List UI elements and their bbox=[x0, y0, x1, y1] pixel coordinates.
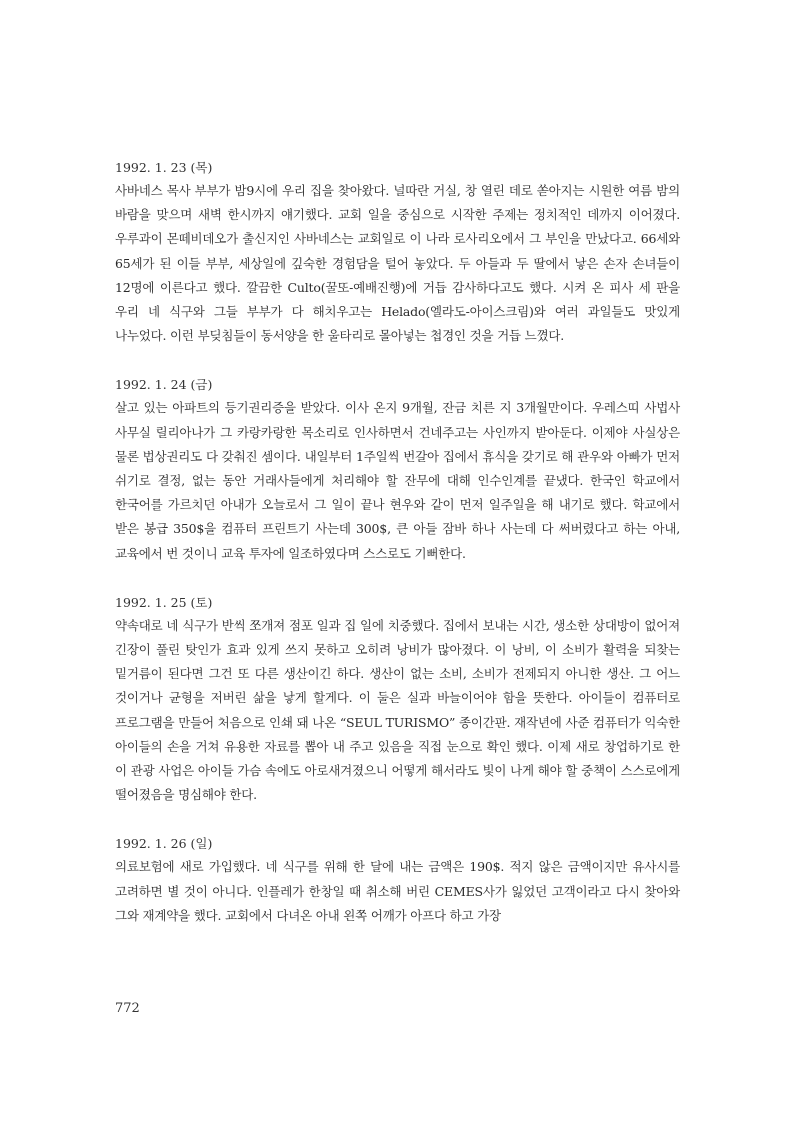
entry-body: 약속대로 네 식구가 반씩 쪼개져 점포 일과 집 일에 치중했다. 집에서 보내는 시간, 생소한 상대방이 없어져 긴장이 풀린 탓인가 효과 있게 쓰지 못하고 오히려 낭비가 많아졌다. 이 낭비, 이 소비가 활력을 되찾는 밑거름이 된다면 그건 또 다른 생산이긴 하다. 생산이 없는 소비, 소비가 전제되지 아니한 생산. 그 어느 것이거나 균형을 저버린 삶을 낳게 할게다. 이 둘은 실과 바늘이어야 함을 뜻한다. 아이들이 컴퓨터로 프로그램을 만들어 처음으로 인쇄 돼 나온 “SEUL TURISMO” 종이간판. 재작년에 사준 컴퓨터가 익숙한 아이들의 손을 거쳐 유용한 자료를 뽑아 내 주고 있음을 직접 눈으로 확인 했다. 이제 새로 창업하기로 한 이 관광 사업은 아이들 가슴 속에도 아로새겨졌으니 어떻게 해서라도 빛이 나게 해야 할 중책이 스스로에게 떨어졌음을 명심해야 한다. bbox=[115, 617, 680, 803]
entry-date: 1992. 1. 24 (금) bbox=[115, 377, 213, 393]
entry-date: 1992. 1. 25 (토) bbox=[115, 594, 213, 610]
diary-entry bbox=[115, 592, 680, 808]
entry-body: 의료보험에 새로 가입했다. 네 식구를 위해 한 달에 내는 금액은 190$. 적지 않은 금액이지만 유사시를 고려하면 별 것이 아니다. 인플레가 한창일 때 취소해 버린 CEMES사가 잃었던 고객이라고 다시 찾아와 그와 재계약을 했다. 교회에서 다녀온 아내 왼쪽 어깨가 아프다 하고 가장 bbox=[115, 859, 680, 923]
page-number: 772 bbox=[115, 1001, 140, 1016]
diary-entry bbox=[115, 157, 680, 348]
diary-entry bbox=[115, 374, 680, 565]
entry-body: 사바네스 목사 부부가 밤9시에 우리 집을 찾아왔다. 널따란 거실, 창 열린 데로 쏟아지는 시원한 여름 밤의 바람을 맞으며 새벽 한시까지 얘기했다. 교회 일을 중심으로 시작한 주제는 정치적인 데까지 이어졌다. 우루과이 몬떼비데오가 출신지인 사바네스는 교회일로 이 나라 로사리오에서 그 부인을 만났다고. 66세와 65세가 된 이들 부부, 세상일에 깊숙한 경험담을 털어 놓았다. 두 아들과 두 딸에서 낳은 손자 손녀들이 12명에 이른다고 했다. 깔끔한 Culto(꿀또-예배진행)에 거듭 감사하다고도 했다. 시켜 온 피사 세 판을 우리 네 식구와 그들 부부가 다 해치우고는 Helado(엘라도-아이스크림)와 여러 과일들도 맛있게 나누었다. 이런 부딪침들이 동서양을 한 울타리로 몰아넣는 첩경인 것을 거듭 느꼈다. bbox=[115, 183, 680, 344]
diary-content bbox=[115, 157, 680, 954]
entry-body: 살고 있는 아파트의 등기권리증을 받았다. 이사 온지 9개월, 잔금 치른 지 3개월만이다. 우레스띠 사법사 사무실 릴리아나가 그 카랑카랑한 목소리로 인사하면서 건네주고는 사인까지 받아둔다. 이제야 사실상은 물론 법상권리도 다 갖춰진 셈이다. 내일부터 1주일씩 번갈아 집에서 휴식을 갖기로 해 관우와 아빠가 먼저 쉬기로 결정, 없는 동안 거래사들에게 처리해야 할 잔무에 대해 인수인계를 끝냈다. 한국인 학교에서 한국어를 가르치던 아내가 오늘로서 그 일이 끝나 현우와 같이 먼저 일주일을 해 내기로 했다. 학교에서 받은 봉급 350$을 컴퓨터 프린트기 사는데 300$, 큰 아들 잠바 하나 사는데 다 써버렸다고 하는 아내, 교육에서 번 것이니 교육 투자에 일조하였다며 스스로도 기뻐한다. bbox=[115, 400, 680, 561]
diary-entry bbox=[115, 833, 680, 928]
entry-date: 1992. 1. 26 (일) bbox=[115, 836, 213, 852]
entry-date: 1992. 1. 23 (목) bbox=[115, 160, 213, 175]
